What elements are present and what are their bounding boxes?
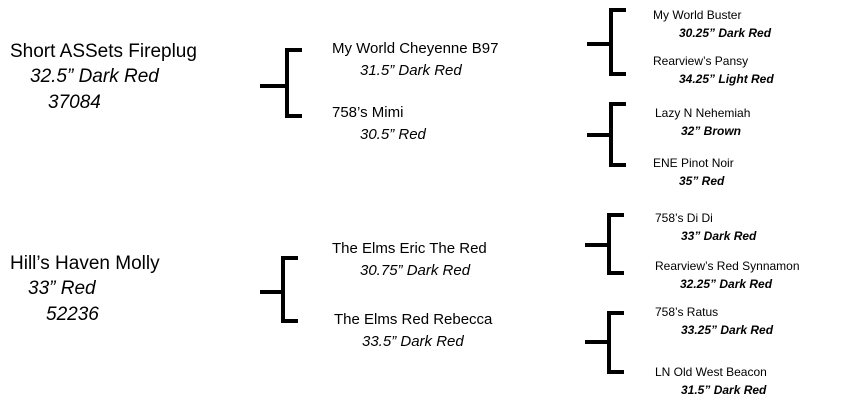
- root-id: 37084: [48, 92, 101, 113]
- root-detail: 33” Red: [28, 278, 96, 299]
- grandparent-name: LN Old West Beacon: [655, 365, 767, 379]
- grandparent-name: My World Buster: [653, 8, 742, 22]
- grandparent-detail: 33” Dark Red: [681, 229, 757, 243]
- bracket-dam-1: [589, 104, 624, 165]
- root-name: Short ASSets Fireplug: [10, 41, 197, 62]
- bracket-sire-1: [589, 10, 624, 74]
- grandparent-detail: 35” Red: [679, 174, 725, 188]
- root-name: Hill’s Haven Molly: [10, 253, 160, 274]
- bracket-sire-2: [587, 215, 622, 273]
- dam-detail: 33.5” Dark Red: [362, 333, 464, 350]
- root-id: 52236: [46, 304, 99, 325]
- root-detail: 32.5” Dark Red: [30, 66, 159, 87]
- bracket-dam-2: [587, 313, 622, 372]
- sire-detail: 31.5” Dark Red: [360, 62, 462, 79]
- grandparent-name: ENE Pinot Noir: [653, 156, 734, 170]
- grandparent-name: Lazy N Nehemiah: [655, 106, 751, 120]
- grandparent-name: Rearview’s Pansy: [653, 54, 749, 68]
- dam-detail: 30.5” Red: [360, 126, 426, 143]
- grandparent-name: 758’s Di Di: [655, 211, 713, 225]
- grandparent-name: 758’s Ratus: [655, 305, 719, 319]
- dam-name: The Elms Red Rebecca: [334, 311, 493, 328]
- bracket-root-1: [262, 50, 300, 116]
- grandparent-name: Rearview’s Red Synnamon: [655, 259, 800, 273]
- grandparent-detail: 31.5” Dark Red: [681, 383, 767, 397]
- grandparent-detail: 34.25” Light Red: [679, 72, 774, 86]
- grandparent-detail: 32.25” Dark Red: [680, 277, 773, 291]
- sire-detail: 30.75” Dark Red: [360, 262, 471, 279]
- grandparent-detail: 32” Brown: [681, 124, 742, 138]
- bracket-root-2: [262, 258, 296, 321]
- sire-name: The Elms Eric The Red: [332, 240, 487, 257]
- grandparent-detail: 33.25” Dark Red: [681, 323, 774, 337]
- grandparent-detail: 30.25” Dark Red: [679, 26, 772, 40]
- dam-name: 758’s Mimi: [332, 104, 404, 121]
- sire-name: My World Cheyenne B97: [332, 40, 499, 57]
